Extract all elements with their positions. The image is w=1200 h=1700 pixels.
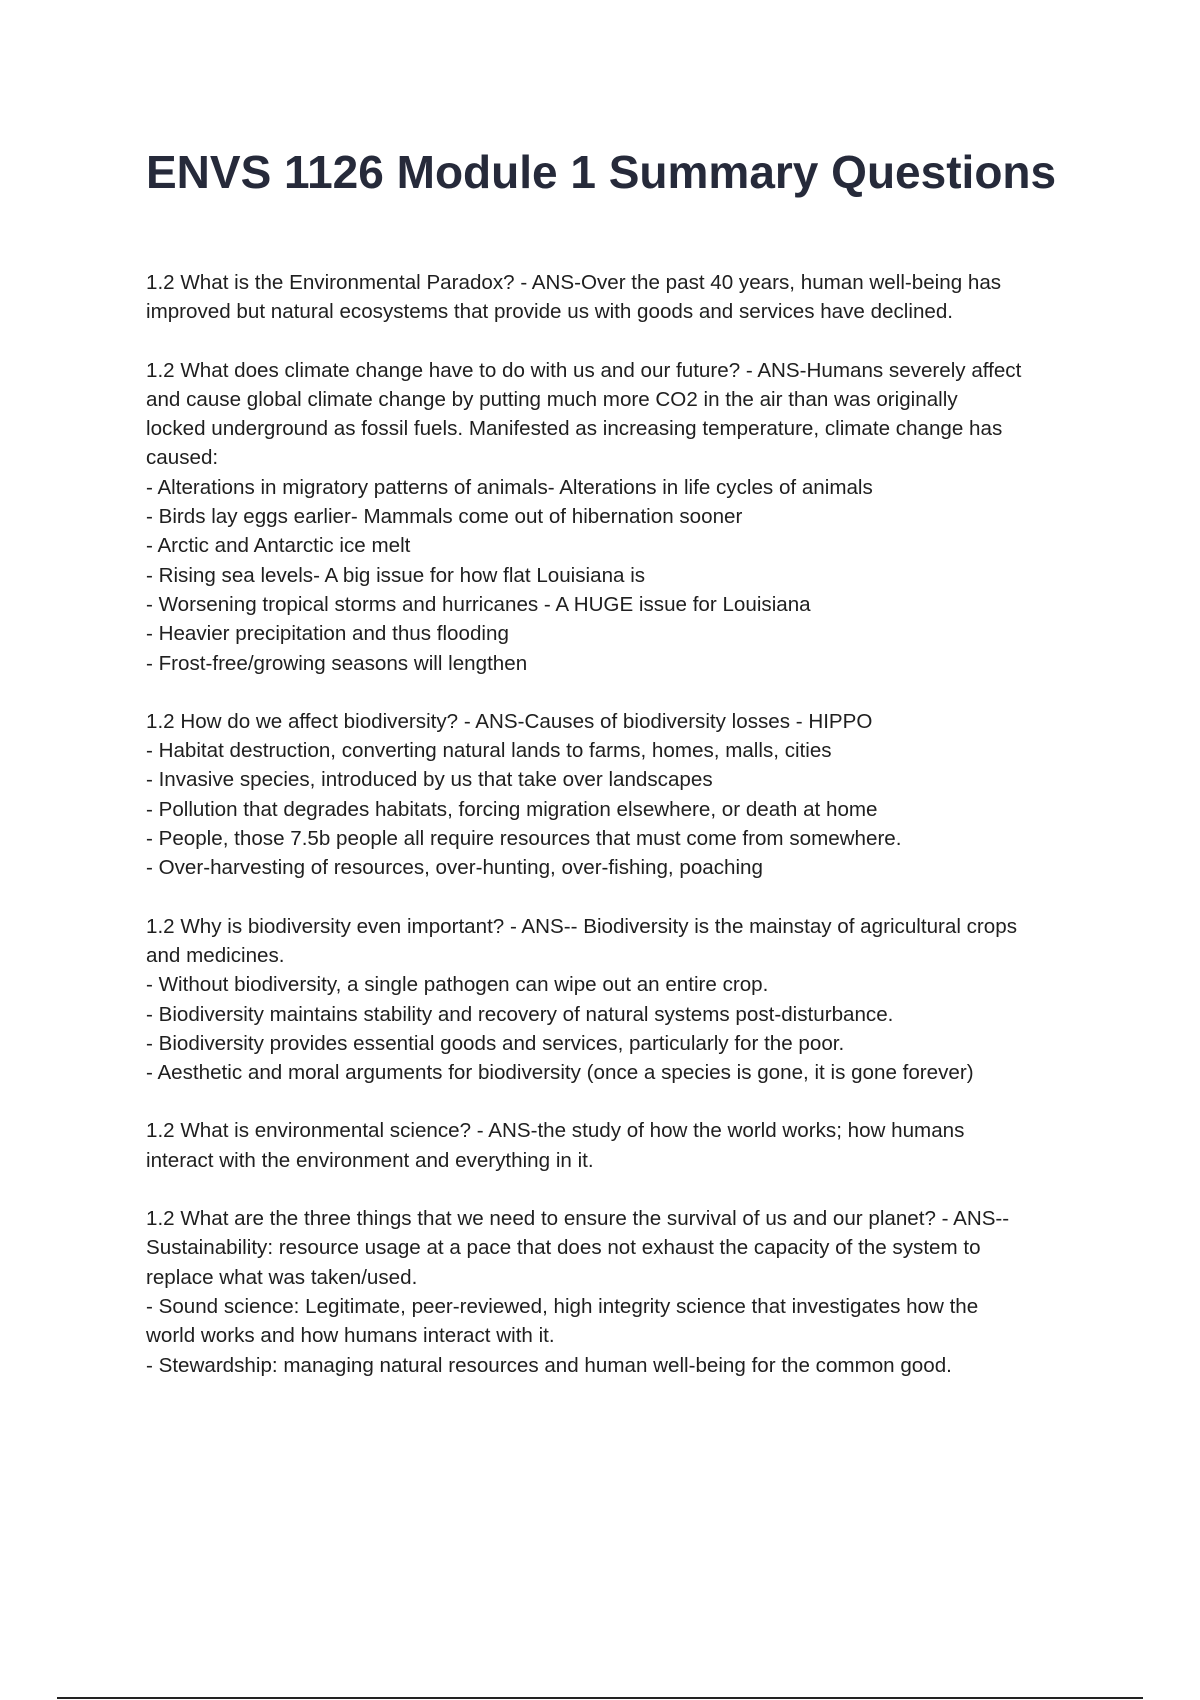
qa-item [146,268,1096,327]
qa-text-line: 1.2 How do we affect biodiversity? - ANS-Causes of biodiversity losses - HIPPO [146,709,873,733]
qa-item [146,1116,1096,1175]
qa-item [146,1204,1096,1380]
qa-text-line: - Aesthetic and moral arguments for biodiversity (once a species is gone, it is gone forever) [146,1061,974,1085]
qa-text-line: 1.2 What is environmental science? - ANS-the study of how the world works; how humans [146,1119,965,1143]
qa-text-line: world works and how humans interact with it. [146,1324,555,1348]
qa-item [146,356,1096,678]
page-title: ENVS 1126 Module 1 Summary Questions [146,146,1057,198]
qa-item [146,707,1096,883]
qa-text-line: improved but natural ecosystems that provide us with goods and services have declined. [146,300,954,324]
qa-text-line: 1.2 What does climate change have to do with us and our future? - ANS-Humans severely affect [146,358,1022,382]
qa-text-line: - Biodiversity provides essential goods and services, particularly for the poor. [146,1031,845,1055]
qa-text-line: - Arctic and Antarctic ice melt [146,534,411,558]
qa-text-line: - Stewardship: managing natural resources and human well-being for the common good. [146,1353,952,1377]
qa-text-line: - Pollution that degrades habitats, forcing migration elsewhere, or death at home [146,797,878,821]
qa-text-line: - Alterations in migratory patterns of animals- Alterations in life cycles of animals [146,475,873,499]
qa-text-line: - Heavier precipitation and thus flooding [146,622,509,646]
qa-text-line: - Frost-free/growing seasons will lengthen [146,651,528,675]
qa-text-line: Sustainability: resource usage at a pace that does not exhaust the capacity of the system to [146,1236,981,1260]
qa-text-line: interact with the environment and everything in it. [146,1148,594,1172]
qa-text-line: - People, those 7.5b people all require resources that must come from somewhere. [146,827,902,851]
qa-text-line: - Habitat destruction, converting natural lands to farms, homes, malls, cities [146,739,832,763]
qa-text-line: - Sound science: Legitimate, peer-reviewed, high integrity science that investigates how the [146,1294,979,1318]
qa-text-line: replace what was taken/used. [146,1265,418,1289]
qa-text-line: - Without biodiversity, a single pathogen can wipe out an entire crop. [146,973,769,997]
footer-divider [57,1697,1143,1699]
qa-text-line: - Over-harvesting of resources, over-hunting, over-fishing, poaching [146,856,763,880]
qa-text-line: 1.2 What are the three things that we need to ensure the survival of us and our planet? - ANS-- [146,1207,1010,1231]
qa-text-line: - Birds lay eggs earlier- Mammals come out of hibernation sooner [146,505,743,529]
qa-item [146,912,1096,1088]
qa-text-line: 1.2 Why is biodiversity even important? - ANS-- Biodiversity is the mainstay of agricultural crops [146,914,1017,938]
qa-text-line: caused: [146,446,219,470]
qa-text-line: and cause global climate change by putting much more CO2 in the air than was originally [146,387,958,411]
qa-text-line: - Biodiversity maintains stability and recovery of natural systems post-disturbance. [146,1002,894,1026]
qa-text-line: 1.2 What is the Environmental Paradox? - ANS-Over the past 40 years, human well-being has [146,271,1002,294]
qa-text-line: - Worsening tropical storms and hurricanes - A HUGE issue for Louisiana [146,592,811,616]
qa-text-line: and medicines. [146,943,285,967]
qa-list [146,268,1096,1409]
qa-text-line: - Rising sea levels- A big issue for how flat Louisiana is [146,563,646,587]
qa-text-line: locked underground as fossil fuels. Manifested as increasing temperature, climate change has [146,417,1003,441]
qa-text-line: - Invasive species, introduced by us that take over landscapes [146,768,713,792]
